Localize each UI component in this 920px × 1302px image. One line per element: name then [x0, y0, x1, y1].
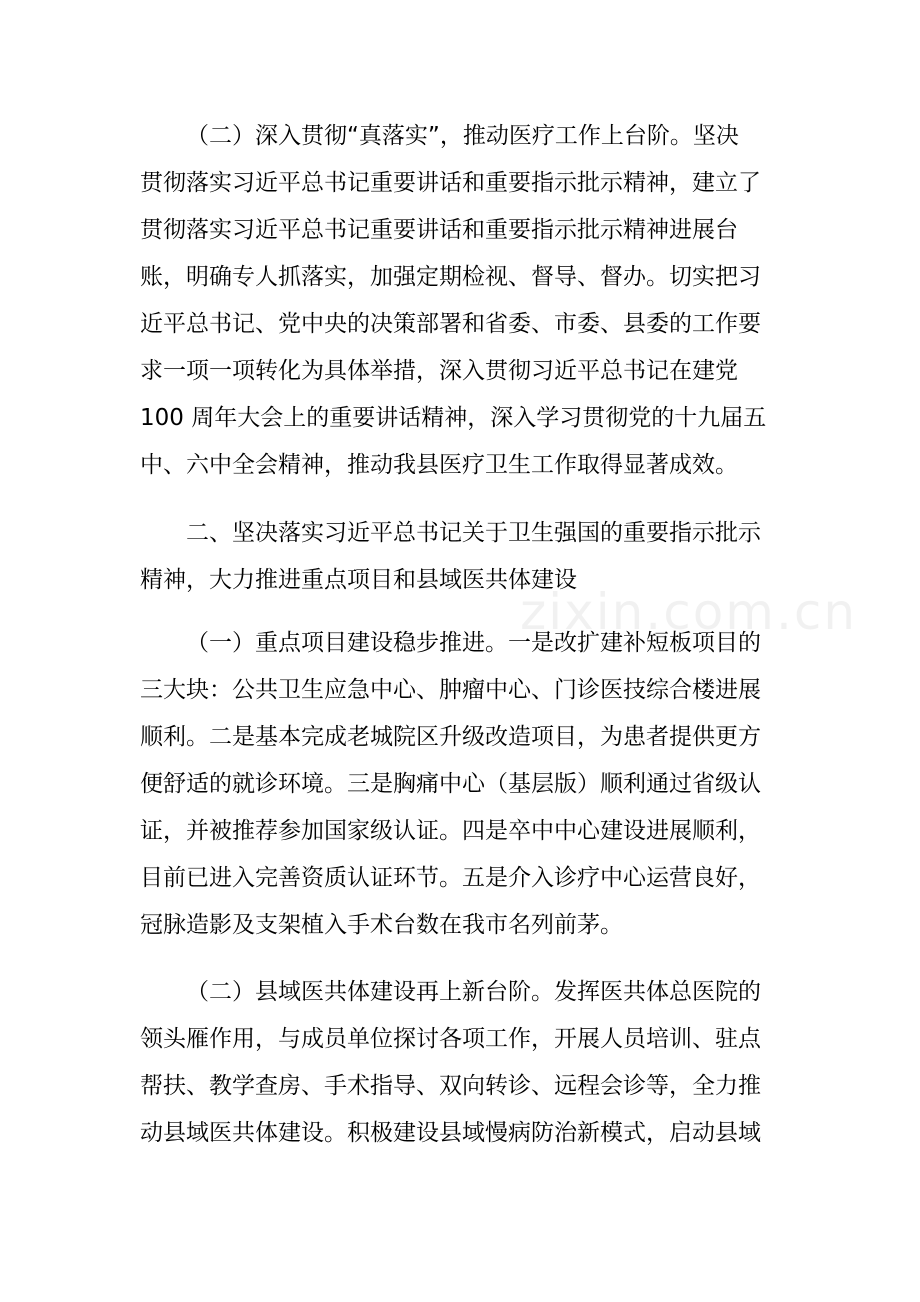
text-line: 顺利。二是基本完成老城院区升级改造项目，为患者提供更方 [140, 724, 761, 750]
text-line: 贯彻落实习近平总书记重要讲话和重要指示批示精神进展台 [140, 217, 738, 243]
text-line: 便舒适的就诊环境。三是胸痛中心（基层版）顺利通过省级认 [140, 771, 761, 797]
text-line: 领头雁作用，与成员单位探讨各项工作，开展人员培训、驻点 [140, 1026, 761, 1052]
text-line: 中、六中全会精神，推动我县医疗卫生工作取得显著成效。 [140, 452, 738, 478]
text-line: 账，明确专人抓落实，加强定期检视、督导、督办。切实把习 [140, 264, 761, 290]
text-line: 求一项一项转化为具体举措，深入贯彻习近平总书记在建党 [140, 358, 738, 384]
watermark: zixin.com.cn [520, 583, 858, 641]
text-line: 帮扶、教学查房、手术指导、双向转诊、远程会诊等，全力推 [140, 1073, 761, 1099]
paragraph-key-projects [140, 620, 780, 949]
text-line: 贯彻落实习近平总书记重要讲话和重要指示批示精神，建立了 [140, 170, 761, 196]
text-line: （二）县域医共体建设再上新台阶。发挥医共体总医院的 [186, 979, 761, 1005]
text-line: 证，并被推荐参加国家级认证。四是卒中中心建设进展顺利， [140, 818, 761, 844]
text-line: 近平总书记、党中央的决策部署和省委、市委、县委的工作要 [140, 311, 761, 337]
text-line: 冠脉造影及支架植入手术台数在我市名列前茅。 [140, 912, 623, 938]
text-line: 100 周年大会上的重要讲话精神，深入学习贯彻党的十九届五 [140, 405, 767, 431]
text-line: 三大块：公共卫生应急中心、肿瘤中心、门诊医技综合楼进展 [140, 677, 761, 703]
text-line: （二）深入贯彻“真落实”，推动医疗工作上台阶。坚决 [186, 123, 739, 149]
text-line: 动县域医共体建设。积极建设县域慢病防治新模式，启动县域 [140, 1120, 761, 1146]
section-heading [140, 510, 780, 604]
text-line: 二、坚决落实习近平总书记关于卫生强国的重要指示批示 [186, 520, 761, 546]
text-line: （一）重点项目建设稳步推进。一是改扩建补短板项目的 [186, 630, 761, 656]
text-line: 目前已进入完善资质认证环节。五是介入诊疗中心运营良好， [140, 865, 761, 891]
text-line: 精神，大力推进重点项目和县域医共体建设 [140, 567, 577, 593]
paragraph-medical-community [140, 969, 780, 1157]
paragraph-implementation [140, 113, 780, 489]
